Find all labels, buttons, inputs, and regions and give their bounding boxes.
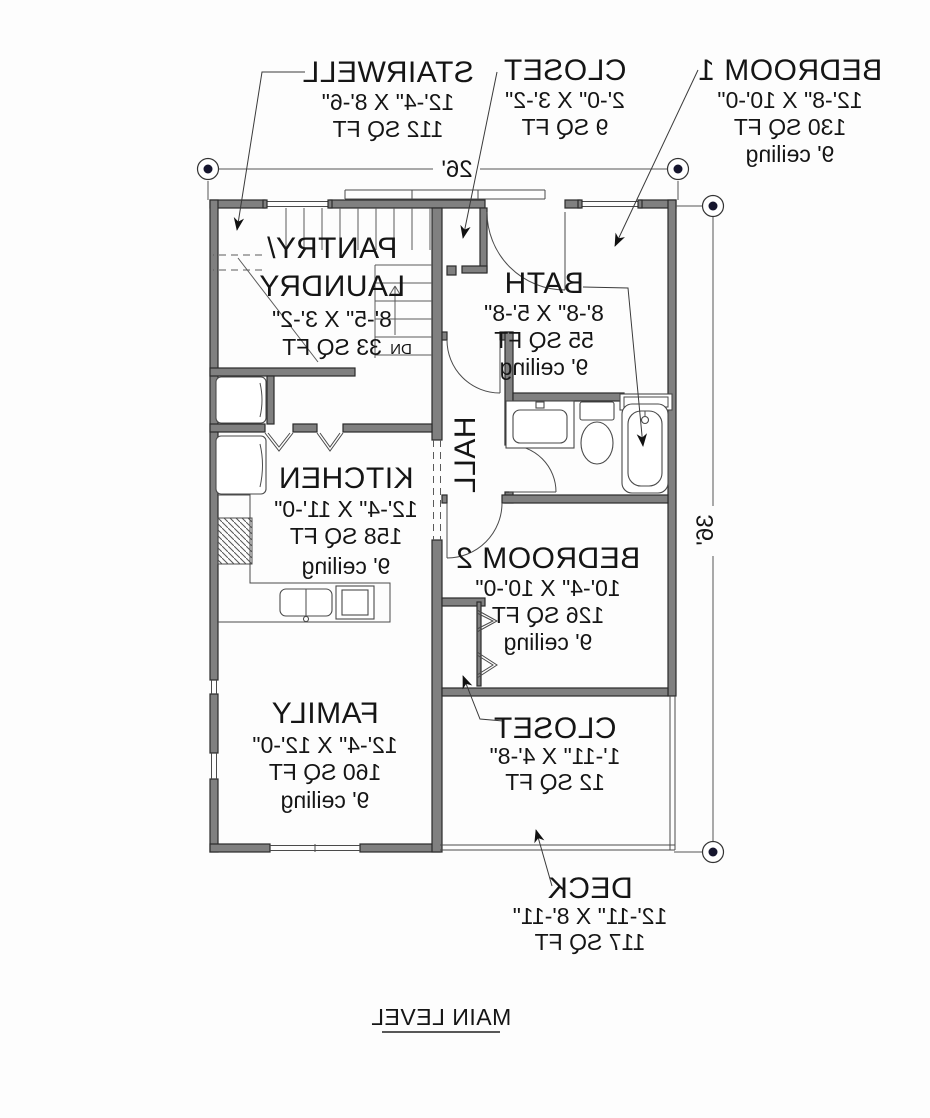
bath-area: 55 SQ FT bbox=[494, 327, 594, 353]
closet-bedroom2-label bbox=[490, 712, 621, 795]
overall-width-dimension: 26' bbox=[441, 156, 473, 183]
kitchen-area: 158 SQ FT bbox=[289, 523, 403, 549]
closet-bedroom2-name: CLOSET bbox=[493, 712, 617, 745]
closet-entry-dims: 2'-0" X 3'-2" bbox=[505, 87, 625, 113]
room-labels bbox=[252, 54, 882, 955]
family-name: FAMILY bbox=[271, 697, 379, 730]
corner-marker-icon-right-lower bbox=[703, 842, 724, 863]
bath-fixtures bbox=[506, 394, 672, 493]
window-icon-pantry-top bbox=[263, 200, 332, 208]
bathtub-icon bbox=[622, 404, 668, 493]
window-icon-right-wall-lower bbox=[212, 753, 217, 779]
pantry-bifold-door-icons bbox=[265, 433, 343, 451]
plan-title bbox=[371, 1004, 512, 1032]
mirrored-plan-group bbox=[198, 54, 883, 1032]
bedroom2-dims: 10'-4" X 10'-0" bbox=[475, 575, 621, 601]
family-area: 160 SQ FT bbox=[268, 759, 382, 785]
entry-stoop bbox=[345, 190, 545, 199]
corner-marker-icon-top-left bbox=[198, 159, 219, 180]
kitchen-name: KITCHEN bbox=[278, 462, 414, 495]
overall-height-dimension: 36' bbox=[692, 514, 719, 546]
stairwell-dims: 12'-4" X 8'-6" bbox=[321, 89, 455, 115]
bedroom2-area: 126 SQ FT bbox=[491, 602, 605, 628]
closet-bedroom2-area: 12 SQ FT bbox=[505, 769, 605, 795]
closet-entry-area: 9 SQ FT bbox=[521, 114, 609, 140]
bedroom1-area: 130 SQ FT bbox=[733, 114, 847, 140]
corner-marker-icon-right-upper bbox=[703, 196, 724, 217]
window-icon-bedroom1-top bbox=[578, 200, 642, 208]
bath-dims: 8'-8" X 5'-8" bbox=[484, 300, 604, 326]
kitchen-sink-icon bbox=[280, 589, 332, 622]
bath-name: BATH bbox=[504, 267, 584, 300]
kitchen-ceiling: 9' ceiling bbox=[301, 553, 391, 579]
bedroom1-label bbox=[698, 54, 883, 167]
deck-label bbox=[513, 872, 668, 955]
family-ceiling: 9' ceiling bbox=[280, 787, 370, 813]
toilet-icon bbox=[580, 402, 614, 464]
hall-name: HALL bbox=[449, 416, 482, 494]
stairwell-name: STAIRWELL bbox=[302, 56, 474, 89]
pantry-area: 33 SQ FT bbox=[282, 334, 382, 360]
deck-area: 117 SQ FT bbox=[534, 929, 646, 955]
bedroom1-leader bbox=[615, 70, 698, 246]
washer-icon bbox=[216, 377, 266, 423]
window-icon-family-bottom bbox=[270, 844, 360, 852]
stairwell-area: 112 SQ FT bbox=[332, 116, 444, 142]
pantry-laundry-label bbox=[259, 232, 405, 360]
window-icon-right-wall-upper bbox=[212, 680, 217, 694]
corner-marker-icon-top-right bbox=[668, 159, 689, 180]
bedroom1-name: BEDROOM 1 bbox=[697, 54, 883, 87]
bedroom1-dims: 12'-8" X 10'-0" bbox=[717, 87, 863, 113]
kitchen-label bbox=[274, 462, 418, 579]
deck-name: DECK bbox=[547, 872, 633, 905]
family-label bbox=[252, 697, 397, 813]
stairs-dn-note: DN bbox=[390, 341, 412, 358]
closet-bedroom2-dims: 1'-11" X 4'-8" bbox=[489, 743, 621, 769]
fridge-icon bbox=[216, 436, 266, 494]
bath-ceiling: 9' ceiling bbox=[499, 354, 589, 380]
closet-entry-name: CLOSET bbox=[503, 54, 627, 87]
bedroom2-label bbox=[456, 542, 641, 655]
bath-door-icon bbox=[509, 445, 556, 492]
bedroom1-ceiling: 9' ceiling bbox=[745, 141, 835, 167]
kitchen-dims: 12'-4" X 11'-0" bbox=[274, 496, 418, 522]
range-icon bbox=[218, 518, 252, 564]
deck-dims: 12'-11" X 8'-11" bbox=[512, 903, 668, 929]
bath-vanity-icon bbox=[506, 401, 574, 448]
pantry-name-1: PANTRY/ bbox=[266, 232, 398, 265]
bedroom2-name: BEDROOM 2 bbox=[455, 542, 641, 575]
pantry-name-2: LAUNDRY bbox=[258, 270, 406, 303]
plan-title-text: MAIN LEVEL bbox=[370, 1004, 512, 1030]
stairwell-label bbox=[302, 56, 474, 142]
bedroom2-ceiling: 9' ceiling bbox=[503, 629, 593, 655]
pantry-dims: 8'-5" X 3'-2" bbox=[272, 306, 392, 332]
bath-label bbox=[484, 267, 604, 380]
bedroom1-door-icon bbox=[447, 340, 500, 393]
closet-entry-label bbox=[503, 54, 626, 140]
family-dims: 12'-4" X 12'-0" bbox=[252, 732, 398, 758]
